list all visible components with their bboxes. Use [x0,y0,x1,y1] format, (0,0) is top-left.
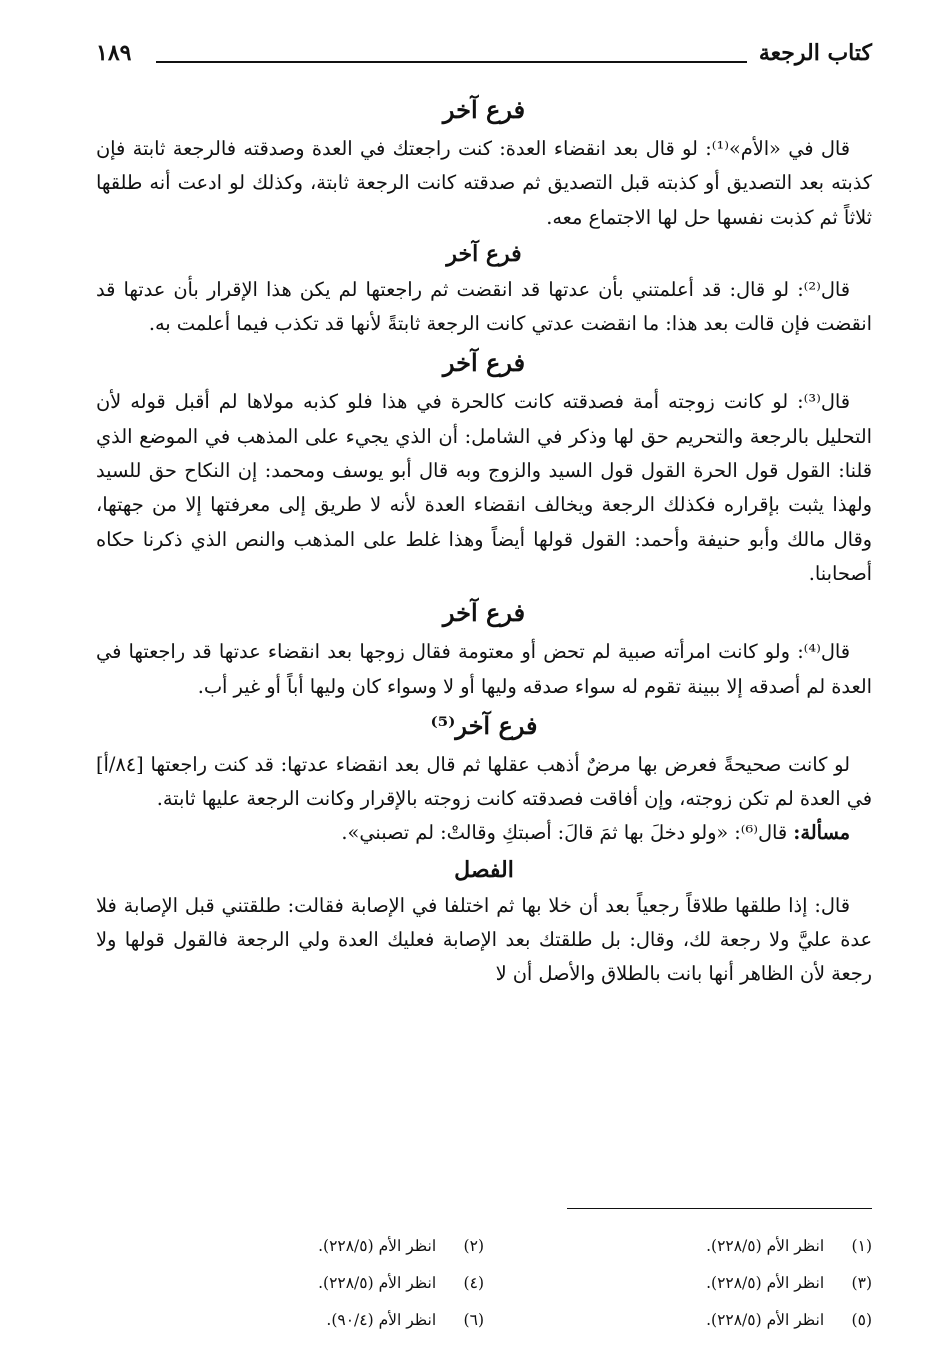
book-title: كتاب الرجعة [758,40,872,66]
footnote-text: انظر الأم (٢٢٨/٥). [318,1237,437,1255]
footnote-number: (٤) [463,1274,484,1292]
masala-line [96,816,872,850]
fasl-paragraph: قال: إذا طلقها طلاقاً رجعياً بعد أن خلا بها ثم اختلفا في الإصابة فقالت: طلقتني قبل الإصابة فلا عدة عليَّ ولا رجعة لك، وقال: بل طلقتك بعد الإصابة فعليك العدة ولي الرجعة فالقول قولها ولا رجعة لأن الظاهر أنها بانت بالطلاق والأصل أن لا [96,893,872,986]
running-header [96,40,872,84]
footnote-number: (١) [851,1237,872,1255]
footnote-row [96,1302,872,1339]
footnote [96,1228,484,1265]
footnote-row [96,1228,872,1265]
section-heading: فرع آخر [446,240,522,267]
footnote-text: انظر الأم (٢٢٨/٥). [706,1274,825,1292]
footnote [484,1265,872,1302]
footnote [484,1228,872,1265]
footnote-text: انظر الأم (٢٢٨/٥). [706,1311,825,1329]
footnote-text: انظر الأم (٢٢٨/٥). [318,1274,437,1292]
book-page [96,30,872,1350]
footnote-number: (٥) [851,1311,872,1329]
footnotes [96,1228,872,1339]
footnote-number: (٢) [463,1237,484,1255]
page-number: ١٨٩ [96,40,132,66]
page-body [96,88,872,992]
section-paragraph: قال في «الأم»⁽¹⁾: لو قال بعد انقضاء العدة: كنت راجعتك في العدة وصدقته فالرجعة ثابتة فإن كذبته بعد التصديق أو كذبته قبل التصديق ثم صدقته كانت الرجعة ثابتة، وكذلك لو ادعت أنه طلقها ثلاثاً ثم كذبت نفسها حل لها الاجتماع معه. [96,137,872,229]
footnote-number: (٣) [851,1274,872,1292]
footnote [96,1265,484,1302]
footnote [96,1302,484,1339]
masala-text: قال⁽⁶⁾: «ولو دخلَ بها ثمَ قالَ: أصبتكِ وقالتْ: لم تصبني». [341,821,788,845]
fasl-heading: الفصل [454,856,514,883]
footnote-rule [567,1208,872,1209]
section-heading: فرع آخر⁽⁵⁾ [430,710,538,740]
section-heading: فرع آخر [442,348,526,378]
section-heading: فرع آخر [442,95,526,124]
section-paragraph: قال⁽²⁾: لو قال: قد أعلمتني بأن عدتها قد انقضت ثم راجعتها لم يكن هذا الإقرار بأن عدتها قد انقضت فإن قالت بعد هذا: ما انقضت عدتي كانت الرجعة ثابتةً لأنها قد تكذب فيما أعلمت به. [96,277,872,336]
footnote [484,1302,872,1339]
section-paragraph: لو كانت صحيحةً فعرض بها مرضٌ أذهب عقلها ثم قال بعد انقضاء عدتها: قد كنت راجعتها [٨٤/أ] في العدة لم تكن زوجته، وإن أفاقت فصدقته كانت زوجته بالإقرار وكانت الرجعة عليها ثابتة. [96,752,872,811]
masala-label: مسألة: [793,821,850,845]
footnote-text: انظر الأم (٢٢٨/٥). [706,1237,825,1255]
footnote-row [96,1265,872,1302]
header-rule [156,61,747,63]
footnote-text: انظر الأم (٩٠/٤). [326,1311,437,1329]
footnote-number: (٦) [463,1311,484,1329]
section-paragraph: قال⁽³⁾: لو كانت زوجته أمة فصدقته كانت كالحرة في هذا فلو كذبه مولاها لم أقبل قوله لأن التحليل بالرجعة والتحريم حق لها وذكر في الشامل: أن الذي يجيء على المذهب في الموضع الذي قلنا: القول قول الحرة القول قول السيد والزوج وبه قال أبو يوسف ومحمد: إن النكاح حق للسيد ولهذا يثبت بإقراره فكذلك الرجعة ويخالف انقضاء العدة لأنه لا طريق إلى معرفتها إلا من جهتها، وقال مالك وأبو حنيفة وأحمد: القول قولها أيضاً وهذا غلط على المذهب والنص الذي ذكرنا حكاه أصحابنا. [96,390,872,585]
section-paragraph: قال⁽⁴⁾: ولو كانت امرأته صبية لم تحض أو معتومة فقال زوجها بعد انقضاء عدتها قد راجعتها في العدة لم أصدقه إلا ببينة تقوم له سواء صدقه وليها أو لا وسواء كان وليها أباً أو غير أب. [96,640,872,698]
section-heading: فرع آخر [442,598,526,628]
